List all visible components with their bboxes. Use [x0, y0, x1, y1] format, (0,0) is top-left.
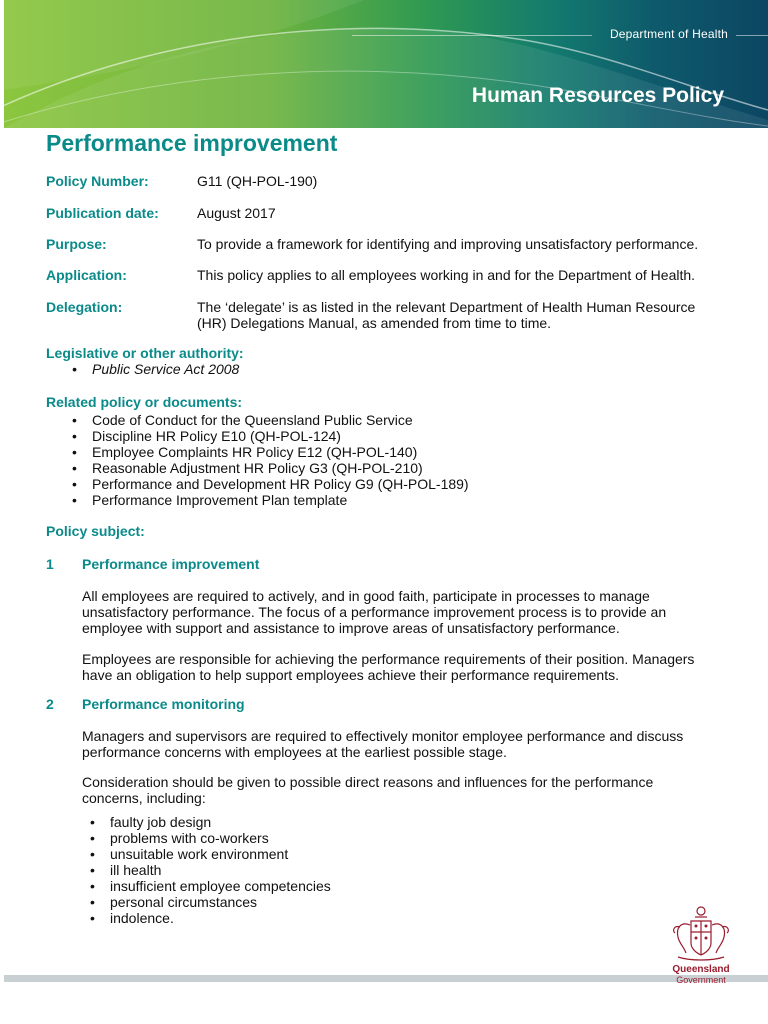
list-item: • Code of Conduct for the Queensland Public Service [68, 412, 469, 428]
publication-date-label: Publication date: [46, 205, 159, 221]
purpose-label: Purpose: [46, 236, 107, 252]
list-item: • Discipline HR Policy E10 (QH-POL-124) [68, 428, 469, 444]
publication-date-value: August 2017 [197, 205, 276, 221]
delegation-value: The ‘delegate’ is as listed in the relevant Department of Health Human Resource (HR) Delegations Manual, as amended from time to time. [197, 299, 696, 331]
list-item: • unsuitable work environment [86, 846, 331, 862]
section-1-title: Performance improvement [82, 556, 260, 572]
list-item: • problems with co-workers [86, 830, 331, 846]
application-label: Application: [46, 267, 127, 283]
legislative-heading: Legislative or other authority: [46, 345, 244, 361]
meta-row-publication-date [46, 205, 736, 221]
list-item: • insufficient employee competencies [86, 878, 331, 894]
related-list [68, 412, 469, 508]
list-item: • Performance and Development HR Policy G9 (QH-POL-189) [68, 476, 469, 492]
department-rule [352, 35, 592, 36]
section-2-paragraph-2: Consideration should be given to possible direct reasons and influences for the performance concerns, including: [82, 774, 654, 806]
list-item: • Public Service Act 2008 [68, 361, 239, 377]
logo-text-line1: Queensland [672, 964, 730, 975]
delegation-label: Delegation: [46, 299, 123, 315]
department-rule-right [736, 35, 768, 36]
banner-swoosh-graphic [4, 0, 768, 128]
list-item: • Performance Improvement Plan template [68, 492, 469, 508]
list-item: • faulty job design [86, 814, 331, 830]
policy-subject-heading: Policy subject: [46, 523, 145, 539]
meta-row-policy-number [46, 173, 736, 189]
list-item: • indolence. [86, 910, 331, 926]
section-1-number: 1 [46, 556, 54, 572]
section-1-paragraph-1: All employees are required to actively, and in good faith, participate in processes to manage unsatisfactory performance. The focus of a performance improvement process is to provide an employee with support and assistance to improve areas of unsatisfactory performance. [82, 588, 667, 636]
logo-text-line2: Government [676, 975, 726, 985]
application-value: This policy applies to all employees working in and for the Department of Health. [197, 267, 696, 283]
section-1-paragraph-2: Employees are responsible for achieving the performance requirements of their position. Managers have an obligation to help support employees achieve their performance requirements. [82, 651, 695, 683]
page-title: Performance improvement [46, 130, 338, 156]
list-item: • Employee Complaints HR Policy E12 (QH-POL-140) [68, 444, 469, 460]
queensland-government-logo [666, 903, 736, 989]
policy-number-label: Policy Number: [46, 173, 149, 189]
section-2-number: 2 [46, 696, 54, 712]
policy-type-title: Human Resources Policy [471, 84, 724, 107]
list-item: • personal circumstances [86, 894, 331, 910]
department-name: Department of Health [609, 27, 728, 41]
meta-row-delegation [46, 299, 736, 331]
performance-concerns-list [86, 814, 331, 926]
footer-bar [4, 975, 768, 982]
header-banner [4, 0, 768, 128]
purpose-value: To provide a framework for identifying and improving unsatisfactory performance. [197, 236, 699, 252]
meta-row-application [46, 267, 736, 283]
legislative-list [68, 361, 239, 377]
list-item: • Reasonable Adjustment HR Policy G3 (QH-POL-210) [68, 460, 469, 476]
policy-number-value: G11 (QH-POL-190) [197, 173, 318, 189]
section-2-title: Performance monitoring [82, 696, 245, 712]
list-item: • ill health [86, 862, 331, 878]
meta-row-purpose [46, 236, 736, 252]
related-heading: Related policy or documents: [46, 394, 243, 410]
section-2-paragraph-1: Managers and supervisors are required to effectively monitor employee performance and discuss performance concerns with employees at the earliest possible stage. [82, 728, 684, 760]
coat-of-arms-icon [666, 903, 736, 963]
